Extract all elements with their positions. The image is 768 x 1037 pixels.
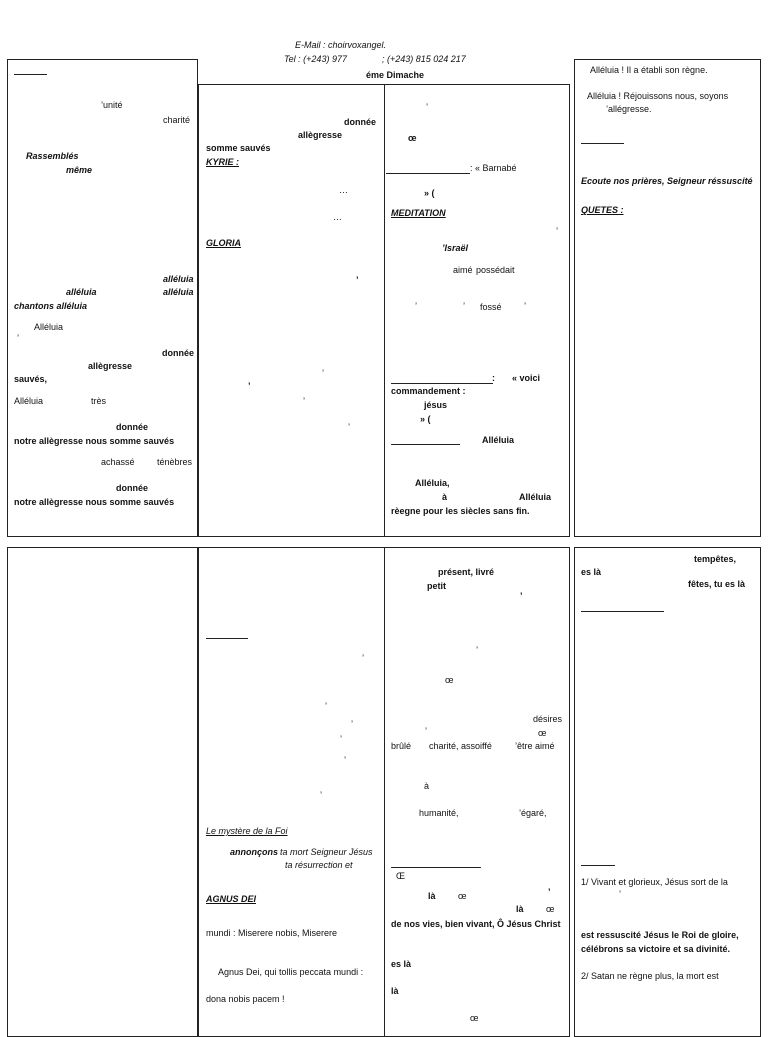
p2c2-resurrection: ta résurrection et <box>285 860 353 870</box>
p2c4-v2: 2/ Satan ne règne plus, la mort est <box>581 971 719 981</box>
p2c2-ta-mort: ta mort Seigneur Jésus <box>280 847 373 857</box>
p2c2-c4: ’ <box>340 734 342 744</box>
p1c3-reegne: rèegne pour les siècles sans fin. <box>391 506 530 516</box>
p1c3-rule-2 <box>391 383 493 384</box>
p1c3-c4: ’ <box>463 301 465 311</box>
p1c3-israel: ’Israël <box>442 243 469 253</box>
p1c2-donnee: donnée <box>344 117 377 127</box>
p1c2-c5: ’ <box>348 422 350 432</box>
p1c1-alleluia-1: alléluia <box>163 274 194 284</box>
p2c3-oe5: œ <box>470 1013 479 1023</box>
page2-center-divider <box>384 547 385 1037</box>
p1c3-c3: ’ <box>415 301 417 311</box>
p1c3-barnabe: : « Barnabé <box>470 163 517 173</box>
p2c4-celebrons: célébrons sa victoire et sa divinité. <box>581 944 731 954</box>
p2c2-dona: dona nobis pacem ! <box>206 994 285 1004</box>
p1c1-notre-1: notre allègresse nous somme sauvés <box>14 436 175 446</box>
p1c1-donnee-2: donnée <box>116 422 149 432</box>
p1c3-c1: ’ <box>426 102 428 112</box>
p1c4-rule <box>581 143 624 144</box>
p2c2-rule <box>206 638 248 639</box>
p2c2-annoncons: annonçons <box>230 847 279 857</box>
p1c2-gloria: GLORIA <box>206 238 241 248</box>
p1c3-alleluia-c: Alléluia <box>519 492 552 502</box>
p1c3-a: à <box>442 492 448 502</box>
page1-center-divider <box>384 84 385 537</box>
p1c1-charite: charité <box>163 115 191 125</box>
p1c3-c5: ’ <box>524 301 526 311</box>
p1c1-alleluia-2b: alléluia <box>163 287 194 297</box>
p1c1-achasse: achassé <box>101 457 135 467</box>
header-tel-left: Tel : (+243) 977 <box>284 54 347 64</box>
p2c2-c1: ’ <box>362 653 364 663</box>
p1c1-alleluia-plain: Alléluia <box>34 322 64 332</box>
p2c2-c2: ’ <box>325 701 327 711</box>
p2c3-petit: petit <box>427 581 446 591</box>
p2c3-c1: ’ <box>520 591 523 601</box>
p1c2-c1: ’ <box>356 275 359 285</box>
p1c2-dots-2: … <box>333 212 342 222</box>
p1c2-kyrie: KYRIE : <box>206 157 240 167</box>
p1c3-rule-1 <box>386 173 470 174</box>
p1c3-possedait: possédait <box>476 265 515 275</box>
p1c3-paren2: » ( <box>420 414 431 424</box>
page2-col4 <box>574 547 761 1037</box>
p1c1-alleluia-2a: alléluia <box>66 287 97 297</box>
p2c2-c3: ’ <box>351 719 353 729</box>
p2c3-oe2: œ <box>538 728 547 738</box>
p2c3-la1: là <box>428 891 436 901</box>
p1c1-donnee-3: donnée <box>116 483 149 493</box>
p1c2-allegresse: allègresse <box>298 130 343 140</box>
p1c3-rule-3 <box>391 444 460 445</box>
p1c1-rassembles: Rassemblés <box>26 151 79 161</box>
p1c2-c2: ’ <box>322 368 324 378</box>
p2c3-OE: Œ <box>396 871 405 881</box>
p1c3-voici: « voici <box>512 373 541 383</box>
p2c3-present: présent, livré <box>438 567 495 577</box>
p2c4-ressuscite: est ressuscité Jésus le Roi de gloire, <box>581 930 739 940</box>
p1c3-fosse: fossé <box>480 302 502 312</box>
p2c2-c5: ’ <box>344 755 346 765</box>
p1c3-jesus: jésus <box>424 400 448 410</box>
p1c3-alleluia-b: Alléluia, <box>415 478 450 488</box>
p1c1-chantons: chantons alléluia <box>14 301 88 311</box>
p2c3-oe3: œ <box>458 891 467 901</box>
p1c3-colon: : <box>492 373 495 383</box>
p1c2-c3: ’ <box>248 381 251 391</box>
p2c3-brule: brûlé <box>391 741 412 751</box>
p1c4-line3: ’allégresse. <box>606 104 652 114</box>
p2c3-charite: charité, assoiffé <box>429 741 492 751</box>
header-tel-right: ; (+243) 815 024 217 <box>382 54 466 64</box>
p1c3-alleluia-a: Alléluia <box>482 435 515 445</box>
p1c1-rule <box>14 74 47 75</box>
p2c4-rule-2 <box>581 865 615 866</box>
p2c2-mystere: Le mystère de la Foi <box>206 826 288 836</box>
p2c4-c1: ’ <box>619 889 621 899</box>
page2-col1 <box>7 547 198 1037</box>
p2c3-etre-aime: ’être aimé <box>515 741 555 751</box>
p2c3-desires: désires <box>533 714 563 724</box>
p1c3-paren: » ( <box>424 188 435 198</box>
p2c3-la3: là <box>391 986 399 996</box>
p1c4-quetes: QUETES : <box>581 205 624 215</box>
p1c1-meme: même <box>66 165 93 175</box>
p2c3-es-la: es là <box>391 959 412 969</box>
header-sunday: éme Dimache <box>366 70 425 80</box>
page1-col4 <box>574 59 761 537</box>
header-email: E-Mail : choirvoxangel. <box>295 40 387 50</box>
p2c3-vies: de nos vies, bien vivant, Ô Jésus Christ <box>391 919 561 929</box>
p2c3-rule <box>391 867 481 868</box>
p1c4-line2: Alléluia ! Réjouissons nous, soyons <box>587 91 729 101</box>
p1c1-tenebres: ténèbres <box>157 457 193 467</box>
p1c4-line1: Alléluia ! Il a établi son règne. <box>590 65 708 75</box>
p1c1-notre-2: notre allègresse nous somme sauvés <box>14 497 175 507</box>
p2c3-c2: ’ <box>476 645 478 655</box>
p2c3-oe4: œ <box>546 904 555 914</box>
p2c2-agnus-dei: Agnus Dei, qui tollis peccata mundi : <box>218 967 364 977</box>
p1c3-oe: œ <box>408 133 417 143</box>
p2c3-la2: là <box>516 904 524 914</box>
p1c1-apos: ’ <box>17 333 19 343</box>
p1c1-allegresse: allègresse <box>88 361 133 371</box>
p1c4-ecoute: Ecoute nos prières, Seigneur réssuscité <box>581 176 753 186</box>
p2c3-c4: ’ <box>548 887 551 897</box>
p2c4-tempetes: tempêtes, <box>694 554 737 564</box>
p1c3-c2: ’ <box>556 226 558 236</box>
p2c3-a: à <box>424 781 430 791</box>
p1c2-dots-1: … <box>339 185 348 195</box>
p1c3-aime: aimé <box>453 265 473 275</box>
p1c1-donnee-1: donnée <box>162 348 195 358</box>
p2c4-es-la: es là <box>581 567 602 577</box>
p1c1-alleluia-3: Alléluia <box>14 396 44 406</box>
p2c4-v1: 1/ Vivant et glorieux, Jésus sort de la <box>581 877 728 887</box>
p1c3-meditation: MEDITATION <box>391 208 446 218</box>
p2c2-mundi: mundi : Miserere nobis, Miserere <box>206 928 338 938</box>
p2c4-rule-1 <box>581 611 664 612</box>
p2c2-c6: ’ <box>320 790 322 800</box>
p1c1-tres: très <box>91 396 107 406</box>
p1c2-c4: ’ <box>303 396 305 406</box>
p2c3-c3: ’ <box>425 726 427 736</box>
p2c4-fetes: fêtes, tu es là <box>688 579 746 589</box>
p2c3-oe1: œ <box>445 675 454 685</box>
p1c2-somme: somme sauvés <box>206 143 271 153</box>
p1c1-unite: ’unité <box>101 100 123 110</box>
p2c2-agnus: AGNUS DEI <box>206 894 257 904</box>
p1c1-sauves: sauvés, <box>14 374 48 384</box>
p1c3-commandement: commandement : <box>391 386 466 396</box>
p2c3-egare: ’égaré, <box>519 808 547 818</box>
p2c3-humanite: humanité, <box>419 808 459 818</box>
